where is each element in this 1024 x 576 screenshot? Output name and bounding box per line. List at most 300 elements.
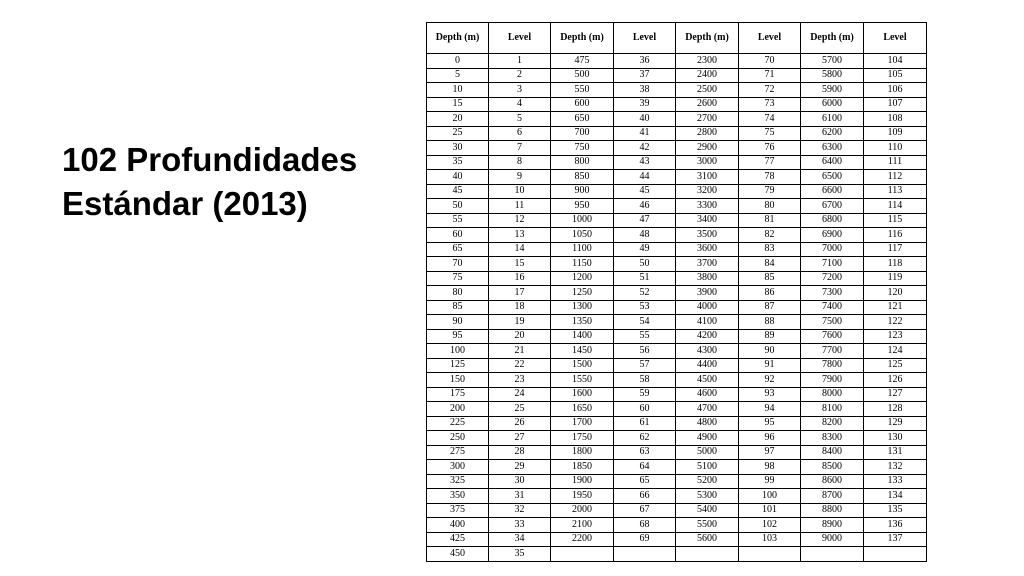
table-cell: 8700: [801, 489, 864, 504]
table-row: [427, 547, 927, 562]
table-cell: 78: [739, 170, 801, 185]
table-cell: 81: [739, 213, 801, 228]
table-cell: 9: [489, 170, 551, 185]
table-cell: 66: [614, 489, 676, 504]
table-cell: 7500: [801, 315, 864, 330]
table-cell: 23: [489, 373, 551, 388]
table-cell: 42: [614, 141, 676, 156]
table-cell: 45: [614, 184, 676, 199]
table-cell: 8100: [801, 402, 864, 417]
table-cell: 40: [427, 170, 489, 185]
table-cell: 121: [864, 300, 927, 315]
table-cell: 98: [739, 460, 801, 475]
table-row: [427, 242, 927, 257]
table-cell: 1400: [551, 329, 614, 344]
table-cell: 28: [489, 445, 551, 460]
table-cell: 2800: [676, 126, 739, 141]
table-cell: 35: [489, 547, 551, 562]
table-cell: 3400: [676, 213, 739, 228]
table-cell: 115: [864, 213, 927, 228]
table-cell: 74: [739, 112, 801, 127]
table-cell: [614, 547, 676, 562]
table-cell: 38: [614, 83, 676, 98]
table-row: [427, 126, 927, 141]
table-cell: 4700: [676, 402, 739, 417]
table-cell: 7300: [801, 286, 864, 301]
table-cell: 87: [739, 300, 801, 315]
table-cell: 31: [489, 489, 551, 504]
header-depth-2: Depth (m): [551, 23, 614, 54]
table-cell: 125: [427, 358, 489, 373]
header-row: [427, 23, 927, 54]
table-cell: 3900: [676, 286, 739, 301]
table-cell: 102: [739, 518, 801, 533]
table-cell: 32: [489, 503, 551, 518]
table-row: [427, 445, 927, 460]
table-cell: 6400: [801, 155, 864, 170]
table-row: [427, 329, 927, 344]
table-cell: 84: [739, 257, 801, 272]
table-cell: 1150: [551, 257, 614, 272]
table-cell: 122: [864, 315, 927, 330]
table-cell: 118: [864, 257, 927, 272]
table-cell: 3500: [676, 228, 739, 243]
table-cell: 7200: [801, 271, 864, 286]
table-cell: 27: [489, 431, 551, 446]
table-cell: 97: [739, 445, 801, 460]
table-row: [427, 373, 927, 388]
table-row: [427, 402, 927, 417]
table-cell: 800: [551, 155, 614, 170]
table-cell: 5300: [676, 489, 739, 504]
table-cell: 5800: [801, 68, 864, 83]
table-cell: 1650: [551, 402, 614, 417]
table-cell: 126: [864, 373, 927, 388]
table-cell: 125: [864, 358, 927, 373]
table-cell: 60: [427, 228, 489, 243]
table-cell: 44: [614, 170, 676, 185]
table-row: [427, 532, 927, 547]
table-cell: 950: [551, 199, 614, 214]
table-cell: 175: [427, 387, 489, 402]
table-cell: 4800: [676, 416, 739, 431]
table-cell: 15: [489, 257, 551, 272]
table-cell: 70: [427, 257, 489, 272]
table-cell: 128: [864, 402, 927, 417]
table-cell: 65: [614, 474, 676, 489]
table-cell: 25: [489, 402, 551, 417]
table-cell: 850: [551, 170, 614, 185]
table-cell: 25: [427, 126, 489, 141]
table-cell: 101: [739, 503, 801, 518]
table-cell: 375: [427, 503, 489, 518]
table-cell: 350: [427, 489, 489, 504]
table-cell: 7600: [801, 329, 864, 344]
table-cell: 300: [427, 460, 489, 475]
table-row: [427, 286, 927, 301]
table-cell: 475: [551, 54, 614, 69]
table-cell: 129: [864, 416, 927, 431]
table-cell: 7400: [801, 300, 864, 315]
table-row: [427, 460, 927, 475]
table-row: [427, 68, 927, 83]
table-cell: 8300: [801, 431, 864, 446]
table-row: [427, 431, 927, 446]
table-cell: 103: [739, 532, 801, 547]
table-cell: 65: [427, 242, 489, 257]
table-cell: [864, 547, 927, 562]
table-cell: 80: [739, 199, 801, 214]
table-cell: 2900: [676, 141, 739, 156]
table-cell: 63: [614, 445, 676, 460]
table-cell: 20: [489, 329, 551, 344]
table-cell: 3000: [676, 155, 739, 170]
table-cell: 4000: [676, 300, 739, 315]
table-cell: 5: [489, 112, 551, 127]
table-cell: 3200: [676, 184, 739, 199]
table-cell: [739, 547, 801, 562]
table-cell: 6200: [801, 126, 864, 141]
table-cell: 111: [864, 155, 927, 170]
table-cell: 36: [614, 54, 676, 69]
table-cell: 30: [489, 474, 551, 489]
table-cell: [551, 547, 614, 562]
table-cell: 2600: [676, 97, 739, 112]
table-cell: 6900: [801, 228, 864, 243]
table-cell: 127: [864, 387, 927, 402]
table-cell: 6700: [801, 199, 864, 214]
header-depth-1: Depth (m): [427, 23, 489, 54]
table-cell: 96: [739, 431, 801, 446]
table-cell: 73: [739, 97, 801, 112]
table-cell: 104: [864, 54, 927, 69]
table-cell: 325: [427, 474, 489, 489]
table-cell: 75: [739, 126, 801, 141]
table-cell: 80: [427, 286, 489, 301]
table-cell: 50: [427, 199, 489, 214]
header-level-1: Level: [489, 23, 551, 54]
depth-level-table: [426, 22, 927, 562]
table-cell: 8000: [801, 387, 864, 402]
table-row: [427, 97, 927, 112]
table-cell: 70: [739, 54, 801, 69]
table-cell: 8500: [801, 460, 864, 475]
table-cell: 1350: [551, 315, 614, 330]
table-cell: 71: [739, 68, 801, 83]
table-cell: 53: [614, 300, 676, 315]
table-cell: 1300: [551, 300, 614, 315]
table-cell: 5: [427, 68, 489, 83]
table-cell: 1: [489, 54, 551, 69]
table-cell: 1250: [551, 286, 614, 301]
table-cell: 6000: [801, 97, 864, 112]
table-cell: 8800: [801, 503, 864, 518]
table-cell: 6100: [801, 112, 864, 127]
table-cell: 112: [864, 170, 927, 185]
table-row: [427, 141, 927, 156]
table-cell: 40: [614, 112, 676, 127]
table-cell: 5500: [676, 518, 739, 533]
table-row: [427, 184, 927, 199]
table-cell: 89: [739, 329, 801, 344]
table-cell: 700: [551, 126, 614, 141]
table-cell: 110: [864, 141, 927, 156]
table-cell: 650: [551, 112, 614, 127]
table-row: [427, 271, 927, 286]
table-cell: 2: [489, 68, 551, 83]
table-cell: 500: [551, 68, 614, 83]
table-cell: 137: [864, 532, 927, 547]
table-cell: 62: [614, 431, 676, 446]
table-row: [427, 489, 927, 504]
table-cell: [676, 547, 739, 562]
header-depth-4: Depth (m): [801, 23, 864, 54]
table-cell: 1100: [551, 242, 614, 257]
table-cell: 93: [739, 387, 801, 402]
table-cell: 750: [551, 141, 614, 156]
table-cell: 49: [614, 242, 676, 257]
table-cell: 114: [864, 199, 927, 214]
table-cell: 123: [864, 329, 927, 344]
table-cell: 4200: [676, 329, 739, 344]
table-cell: 14: [489, 242, 551, 257]
table-cell: 8900: [801, 518, 864, 533]
table-cell: 4400: [676, 358, 739, 373]
table-cell: 85: [739, 271, 801, 286]
table-cell: 56: [614, 344, 676, 359]
header-depth-3: Depth (m): [676, 23, 739, 54]
table-cell: 119: [864, 271, 927, 286]
table-cell: 3800: [676, 271, 739, 286]
table-row: [427, 503, 927, 518]
table-cell: 60: [614, 402, 676, 417]
table-cell: 55: [427, 213, 489, 228]
table-cell: 113: [864, 184, 927, 199]
table-cell: 7000: [801, 242, 864, 257]
table-cell: 1450: [551, 344, 614, 359]
slide-title-line2: Estándar (2013): [62, 185, 308, 222]
table-cell: 8600: [801, 474, 864, 489]
table-cell: 17: [489, 286, 551, 301]
table-cell: 51: [614, 271, 676, 286]
slide-title: [62, 138, 392, 226]
table-cell: 6: [489, 126, 551, 141]
table-cell: 3600: [676, 242, 739, 257]
table-cell: 6500: [801, 170, 864, 185]
table-cell: [801, 547, 864, 562]
table-cell: 106: [864, 83, 927, 98]
table-row: [427, 518, 927, 533]
table-cell: 1700: [551, 416, 614, 431]
table-cell: 39: [614, 97, 676, 112]
table-row: [427, 257, 927, 272]
table-cell: 95: [427, 329, 489, 344]
table-cell: 35: [427, 155, 489, 170]
table-cell: 6800: [801, 213, 864, 228]
table-cell: 130: [864, 431, 927, 446]
table-cell: 2100: [551, 518, 614, 533]
table-cell: 26: [489, 416, 551, 431]
table-cell: 120: [864, 286, 927, 301]
table-cell: 2400: [676, 68, 739, 83]
table-cell: 275: [427, 445, 489, 460]
table-cell: 1800: [551, 445, 614, 460]
table-cell: 5100: [676, 460, 739, 475]
table-cell: 7900: [801, 373, 864, 388]
table-cell: 10: [427, 83, 489, 98]
table-cell: 41: [614, 126, 676, 141]
table-cell: 76: [739, 141, 801, 156]
table-cell: 5200: [676, 474, 739, 489]
table-cell: 425: [427, 532, 489, 547]
slide-title-line1: 102 Profundidades: [62, 141, 358, 178]
table-cell: 250: [427, 431, 489, 446]
table-row: [427, 416, 927, 431]
table-cell: 7700: [801, 344, 864, 359]
table-cell: 1600: [551, 387, 614, 402]
table-cell: 46: [614, 199, 676, 214]
table-cell: 132: [864, 460, 927, 475]
table-cell: 1200: [551, 271, 614, 286]
table-row: [427, 387, 927, 402]
table-row: [427, 199, 927, 214]
table-row: [427, 474, 927, 489]
table-cell: 108: [864, 112, 927, 127]
table-cell: 131: [864, 445, 927, 460]
table-cell: 1500: [551, 358, 614, 373]
table-cell: 20: [427, 112, 489, 127]
table-cell: 1850: [551, 460, 614, 475]
table-cell: 1750: [551, 431, 614, 446]
table-cell: 37: [614, 68, 676, 83]
table-cell: 90: [739, 344, 801, 359]
table-cell: 6300: [801, 141, 864, 156]
table-cell: 55: [614, 329, 676, 344]
table-cell: 3300: [676, 199, 739, 214]
table-cell: 15: [427, 97, 489, 112]
table-cell: 100: [739, 489, 801, 504]
table-cell: 4600: [676, 387, 739, 402]
table-cell: 52: [614, 286, 676, 301]
table-cell: 3: [489, 83, 551, 98]
table-cell: 6600: [801, 184, 864, 199]
table-cell: 64: [614, 460, 676, 475]
table-cell: 45: [427, 184, 489, 199]
table-cell: 2200: [551, 532, 614, 547]
table-cell: 94: [739, 402, 801, 417]
table-cell: 0: [427, 54, 489, 69]
table-cell: 134: [864, 489, 927, 504]
table-cell: 91: [739, 358, 801, 373]
table-cell: 61: [614, 416, 676, 431]
table-cell: 135: [864, 503, 927, 518]
table-row: [427, 358, 927, 373]
table-cell: 3700: [676, 257, 739, 272]
table-cell: 5900: [801, 83, 864, 98]
table-cell: 5000: [676, 445, 739, 460]
table-cell: 29: [489, 460, 551, 475]
table-cell: 124: [864, 344, 927, 359]
table-cell: 24: [489, 387, 551, 402]
table-cell: 116: [864, 228, 927, 243]
table-cell: 48: [614, 228, 676, 243]
table-cell: 54: [614, 315, 676, 330]
table-cell: 13: [489, 228, 551, 243]
table-cell: 100: [427, 344, 489, 359]
table-cell: 8: [489, 155, 551, 170]
table-row: [427, 112, 927, 127]
table-cell: 7: [489, 141, 551, 156]
table-cell: 4500: [676, 373, 739, 388]
table-cell: 79: [739, 184, 801, 199]
table-cell: 107: [864, 97, 927, 112]
table-cell: 50: [614, 257, 676, 272]
table-cell: 2500: [676, 83, 739, 98]
table-cell: 30: [427, 141, 489, 156]
table-cell: 8400: [801, 445, 864, 460]
table-cell: 69: [614, 532, 676, 547]
table-cell: 77: [739, 155, 801, 170]
table-cell: 90: [427, 315, 489, 330]
header-level-4: Level: [864, 23, 927, 54]
table-cell: 86: [739, 286, 801, 301]
table-cell: 11: [489, 199, 551, 214]
table-cell: 109: [864, 126, 927, 141]
table-cell: 400: [427, 518, 489, 533]
table-cell: 7100: [801, 257, 864, 272]
table-cell: 136: [864, 518, 927, 533]
table-cell: 117: [864, 242, 927, 257]
table-cell: 105: [864, 68, 927, 83]
table-cell: 67: [614, 503, 676, 518]
table-cell: 1550: [551, 373, 614, 388]
table-cell: 57: [614, 358, 676, 373]
table-cell: 88: [739, 315, 801, 330]
header-level-3: Level: [739, 23, 801, 54]
table-cell: 200: [427, 402, 489, 417]
table-cell: 1000: [551, 213, 614, 228]
table-cell: 12: [489, 213, 551, 228]
table-cell: 5600: [676, 532, 739, 547]
table-cell: 83: [739, 242, 801, 257]
table-cell: 10: [489, 184, 551, 199]
table-cell: 59: [614, 387, 676, 402]
table-cell: 5700: [801, 54, 864, 69]
table-cell: 4300: [676, 344, 739, 359]
table-cell: 4100: [676, 315, 739, 330]
table-cell: 72: [739, 83, 801, 98]
table-cell: 95: [739, 416, 801, 431]
table-cell: 3100: [676, 170, 739, 185]
table-cell: 75: [427, 271, 489, 286]
table-row: [427, 54, 927, 69]
table-cell: 21: [489, 344, 551, 359]
table-cell: 2300: [676, 54, 739, 69]
table-cell: 92: [739, 373, 801, 388]
table-row: [427, 344, 927, 359]
table-cell: 4: [489, 97, 551, 112]
table-row: [427, 155, 927, 170]
table-cell: 18: [489, 300, 551, 315]
table-row: [427, 170, 927, 185]
table-cell: 4900: [676, 431, 739, 446]
table-cell: 550: [551, 83, 614, 98]
table-body: [427, 54, 927, 562]
table-cell: 7800: [801, 358, 864, 373]
table-cell: 33: [489, 518, 551, 533]
table-cell: 8200: [801, 416, 864, 431]
table-cell: 2000: [551, 503, 614, 518]
